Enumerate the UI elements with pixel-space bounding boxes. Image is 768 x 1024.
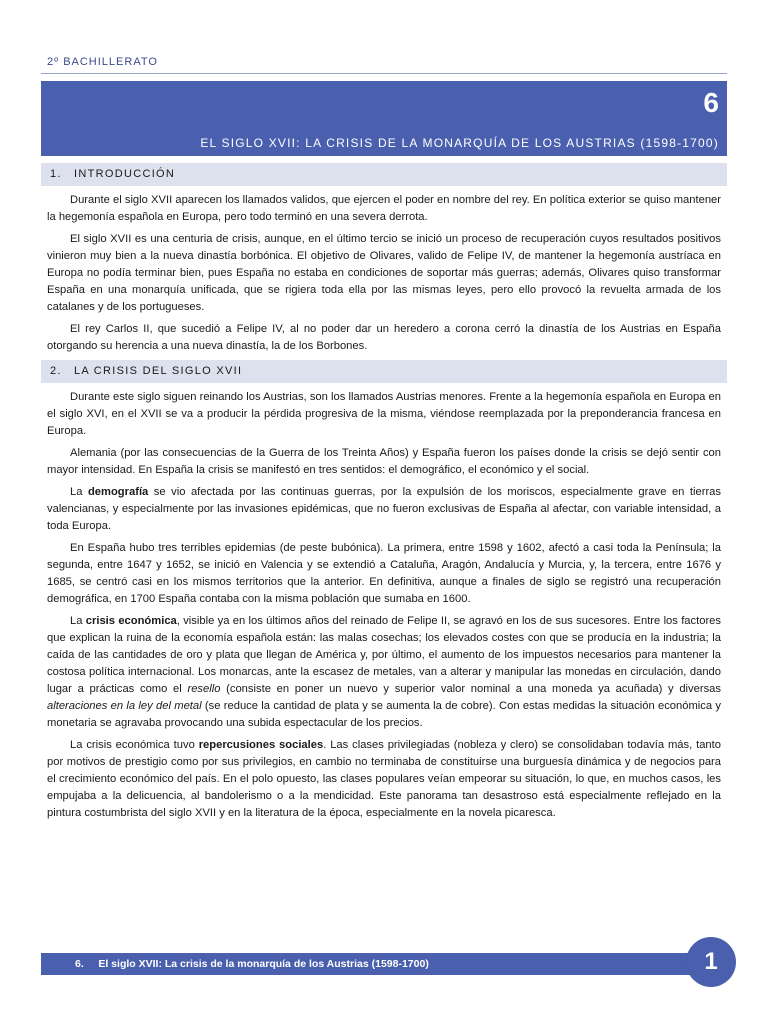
header-divider bbox=[41, 73, 727, 74]
text-run: , visible ya en los últimos años del reinado de Felipe II, se agravó en los de sus sucesores. Entre los factores que explican la ruina de la economía española están: las malas cosechas; los elevados costes con que se producía en la industria; la caída de las cantidades de oro y plata que llegan de América y, por último, el aumento de los impuestos necesarios para mantener la costosa política internacional. Los monarcas, ante la escasez de metales, van a alterar y manipular las monedas en circulación, dando lugar a prácticas como el bbox=[47, 615, 721, 695]
paragraph-repercusiones-sociales bbox=[47, 737, 721, 822]
bold-term: repercusiones sociales bbox=[198, 739, 324, 751]
footer-bar bbox=[41, 953, 701, 975]
text-run: La crisis económica tuvo bbox=[70, 739, 199, 751]
text-run: La bbox=[70, 486, 88, 498]
footer-title: 6. El siglo XVII: La crisis de la monarquía de los Austrias (1598-1700) bbox=[75, 958, 429, 970]
paragraph: El rey Carlos II, que sucedió a Felipe IV, al no poder dar un heredero a corona cerró la dinastía de los Austrias en España otorgando su herencia a una nueva dinastía, la de los Borbones. bbox=[47, 323, 721, 352]
paragraph: Alemania (por las consecuencias de la Guerra de los Treinta Años) y España fueron los países donde la crisis se dejó sentir con mayor intensidad. En España la crisis se manifestó en tres sentidos: el demográfico, el económico y el social. bbox=[47, 447, 721, 476]
italic-term: resello bbox=[187, 683, 221, 695]
paragraph: En España hubo tres terribles epidemias (de peste bubónica). La primera, entre 1598 y 1602, afectó a casi toda la Península; la segunda, entre 1647 y 1652, se inició en Valencia y se extendió a Cataluña, Aragón, Andalucía y Murcia, y, la tercera, entre 1676 y 1685, se centró casi en los mismos territorios que la anterior. En definitiva, aunque a finales de siglo se registró una recuperación demográfica, en 1700 España contaba con la misma población que sumaba en 1600. bbox=[47, 542, 721, 605]
bold-term: crisis económica bbox=[85, 615, 177, 627]
section-number: 2. bbox=[50, 365, 62, 377]
paragraph-demografia bbox=[47, 484, 721, 535]
section-title: INTRODUCCIÓN bbox=[74, 168, 176, 180]
chapter-banner bbox=[41, 81, 727, 156]
text-run: La bbox=[70, 615, 86, 627]
text-run: se vio afectada por las continuas guerras, por la expulsión de los moriscos, especialmente grave en tierras valencianas, y especialmente por las invasiones epidémicas, que no fueron exclusivas de España al afectar, con variable intensidad, a toda Europa. bbox=[47, 486, 721, 532]
text-run: (se reduce la cantidad de plata y se aumenta la de cobre). Con estas medidas la situación económica y monetaria se agravaba provocando una subida espectacular de los precios. bbox=[47, 700, 721, 729]
course-label: 2º BACHILLERATO bbox=[47, 56, 158, 68]
italic-term: alteraciones en la ley del metal bbox=[47, 700, 202, 712]
section-title: LA CRISIS DEL SIGLO XVII bbox=[74, 365, 243, 377]
chapter-number: 6 bbox=[703, 87, 719, 118]
bold-term: demografía bbox=[87, 486, 149, 498]
section-heading-introduccion bbox=[41, 163, 727, 186]
document-body bbox=[41, 163, 727, 827]
chapter-title: EL SIGLO XVII: LA CRISIS DE LA MONARQUÍA DE LOS AUSTRIAS (1598-1700) bbox=[200, 136, 719, 150]
text-run: . Las clases privilegiadas (nobleza y clero) se consolidaban todavía más, tanto por motivos de prestigio como por sus privilegios, en cambio no terminaba de constituirse una burguesía dinámica y de negocios para el crecimiento económico del país. En el polo opuesto, las clases populares veían empeorar su situación, lo que, en muchos casos, les empujaba a la delicuencia, al bandolerismo o a la mendicidad. Este panorama tan desastroso está especialmente reflejado en la pintura costumbrista del siglo XVII y en la literatura de la época, especialmente en la novela picaresca. bbox=[47, 739, 721, 819]
section-number: 1. bbox=[50, 168, 62, 180]
text-run: (consiste en poner un nuevo y superior valor nominal a una moneda ya acuñada) y diversas bbox=[220, 683, 721, 695]
paragraph: Durante este siglo siguen reinando los Austrias, son los llamados Austrias menores. Frente a la hegemonía española en Europa en el siglo XVI, en el XVII se va a producir la pérdida progresiva de la misma, viéndose reemplazada por la preponderancia francesa en Europa. bbox=[47, 391, 721, 437]
paragraph-crisis-economica bbox=[47, 613, 721, 732]
section-heading-crisis bbox=[41, 360, 727, 383]
paragraph: El siglo XVII es una centuria de crisis, aunque, en el último tercio se inició un proceso de recuperación cuyos resultados positivos vinieron muy bien a la nueva dinastía borbónica. El objetivo de Olivares, valido de Felipe IV, de mantener la hegemonía austríaca en Europa no podía terminar bien, pues España no estaba en condiciones de soportar más guerras; además, Olivares quiso transformar España en una monarquía unificada, que se rigiera toda ella por las mismas leyes, pero ello provocó la revuelta armada de los catalanes y de los portugueses. bbox=[47, 233, 721, 313]
page-number: 1 bbox=[686, 937, 736, 987]
paragraph: Durante el siglo XVII aparecen los llamados validos, que ejercen el poder en nombre del rey. En política exterior se quiso mantener la hegemonía española en Europa, pero todo terminó en una severa derrota. bbox=[47, 194, 721, 223]
